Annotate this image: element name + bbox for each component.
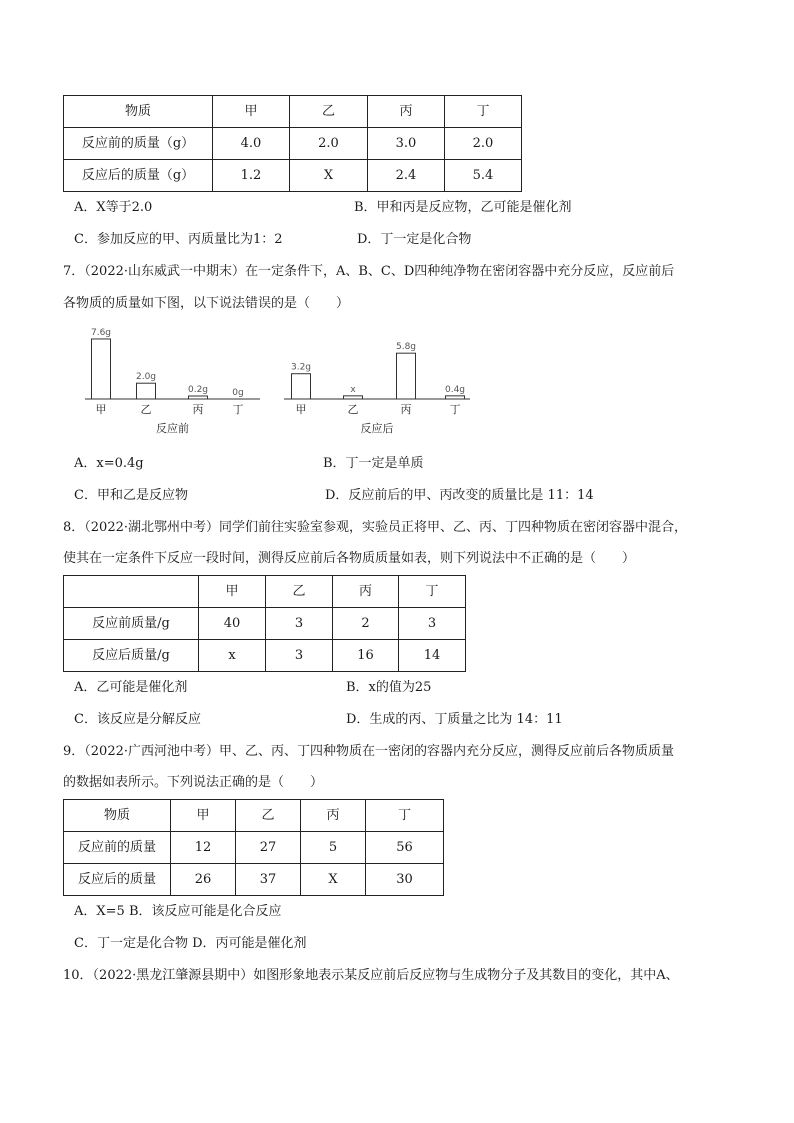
table-cell: x [199, 640, 266, 672]
table-cell: 甲 [199, 576, 266, 608]
q7-stem-line1: 7．（2022·山东威武一中期末）在一定条件下，A、B、C、D四种纯净物在密闭容器中充分反应，反应前后 [63, 264, 675, 279]
table-header-row [64, 96, 522, 128]
q7-option-a: A．x=0.4g [74, 456, 144, 471]
table-header-row [64, 800, 444, 832]
q8-option-b: B．x的值为25 [346, 680, 432, 695]
table-cell: 2.4 [368, 160, 445, 192]
q8-stem-line1: 8．（2022·湖北鄂州中考）同学们前往实验室参观，实验员正将甲、乙、丙、丁四种物质在密闭容器中混合， [63, 520, 687, 535]
q9-options-cd: C．丁一定是化合物 D．丙可能是催化剂 [74, 936, 307, 951]
table-cell: 乙 [236, 800, 301, 832]
q6-option-b: B．甲和丙是反应物，乙可能是催化剂 [354, 200, 572, 215]
data-label: 3.2g [290, 362, 312, 373]
table-cell: 1.2 [213, 160, 290, 192]
table-row [64, 640, 466, 672]
table-cell: 5 [301, 832, 366, 864]
table-cell: 56 [366, 832, 444, 864]
chart-before [85, 328, 260, 435]
table-cell: 反应后的质量（g） [64, 160, 213, 192]
table-cell: 5.4 [445, 160, 522, 192]
table-cell: 27 [236, 832, 301, 864]
table-cell: X [290, 160, 368, 192]
table-row [64, 832, 444, 864]
table-cell: 丁 [366, 800, 444, 832]
table-cell: 丙 [301, 800, 366, 832]
table-row [64, 864, 444, 896]
table-cell: 14 [399, 640, 466, 672]
q10-stem-line1: 10．（2022·黑龙江肇源县期中）如图形象地表示某反应前后反应物与生成物分子及其数目的变化，其中A、 [63, 968, 679, 983]
q6-option-a: A．X等于2.0 [74, 200, 153, 215]
bar [344, 396, 363, 399]
table-row [64, 160, 522, 192]
table-cell: 物质 [64, 96, 213, 128]
bar [292, 374, 311, 399]
table-cell: 4.0 [213, 128, 290, 160]
bar [397, 353, 416, 399]
table-cell: 丁 [399, 576, 466, 608]
table-cell: 37 [236, 864, 301, 896]
data-label: 7.6g [90, 327, 112, 338]
q8-stem-line2: 使其在一定条件下反应一段时间，测得反应前后各物质质量如表，则下列说法中不正确的是（ ） [63, 551, 636, 566]
table-cell: 甲 [171, 800, 236, 832]
table-cell: 丁 [445, 96, 522, 128]
data-label: 0.2g [187, 385, 209, 395]
data-label: 0.4g [444, 384, 466, 395]
data-label: x [350, 384, 356, 395]
bar [446, 396, 465, 399]
q8-option-a: A．乙可能是催化剂 [74, 680, 188, 695]
data-label: 2.0g [135, 372, 157, 383]
table-cell: 40 [199, 608, 266, 640]
chart-title: 反应后 [360, 422, 394, 435]
table-cell: 甲 [213, 96, 290, 128]
table-cell: 反应后质量/g [64, 640, 199, 672]
table-q9 [63, 799, 444, 896]
bar [137, 383, 156, 399]
table-cell: 反应前的质量（g） [64, 128, 213, 160]
chart-after [284, 342, 470, 435]
q7-option-b: B．丁一定是单质 [323, 456, 424, 471]
table-cell: 乙 [290, 96, 368, 128]
table-cell: 反应前质量/g [64, 608, 199, 640]
table-header-row [64, 576, 466, 608]
q9-options-ab: A．X=5 B．该反应可能是化合反应 [74, 904, 282, 919]
table-q6 [63, 95, 522, 192]
x-tick-label: 甲 [295, 403, 307, 416]
table-cell [64, 576, 199, 608]
table-cell: 2 [333, 608, 399, 640]
x-tick-label: 丙 [192, 403, 204, 416]
q8-option-c: C．该反应是分解反应 [74, 712, 201, 727]
x-tick-label: 丁 [449, 403, 461, 416]
table-cell: X [301, 864, 366, 896]
table-cell: 3 [266, 608, 333, 640]
q7-option-c: C．甲和乙是反应物 [74, 488, 188, 503]
table-cell: 3 [266, 640, 333, 672]
q6-option-d: D．丁一定是化合物 [357, 232, 472, 247]
table-row [64, 128, 522, 160]
table-cell: 30 [366, 864, 444, 896]
q6-option-c: C．参加反应的甲、丙质量比为1：2 [74, 232, 283, 247]
table-row [64, 608, 466, 640]
x-tick-label: 乙 [140, 403, 152, 416]
data-label: 5.8g [395, 342, 417, 353]
x-tick-label: 甲 [95, 403, 107, 416]
table-cell: 反应前的质量 [64, 832, 171, 864]
table-cell: 26 [171, 864, 236, 896]
q8-option-d: D．生成的丙、丁质量之比为 14：11 [346, 712, 563, 727]
table-q8 [63, 575, 466, 672]
table-cell: 3 [399, 608, 466, 640]
table-cell: 3.0 [368, 128, 445, 160]
table-cell: 乙 [266, 576, 333, 608]
table-cell: 2.0 [445, 128, 522, 160]
bar [92, 339, 111, 399]
bar [189, 396, 208, 399]
table-cell: 丙 [368, 96, 445, 128]
q9-stem-line1: 9．（2022·广西河池中考）甲、乙、丙、丁四种物质在一密闭的容器内充分反应，测得反应前后各物质质量 [63, 744, 674, 759]
x-tick-label: 丙 [400, 403, 412, 416]
table-cell: 12 [171, 832, 236, 864]
q7-bar-charts [0, 325, 794, 440]
table-cell: 丙 [333, 576, 399, 608]
table-cell: 16 [333, 640, 399, 672]
q9-stem-line2: 的数据如表所示。下列说法正确的是（ ） [63, 775, 324, 790]
q7-stem-line2: 各物质的质量如下图，以下说法错误的是（ ） [63, 296, 350, 311]
x-tick-label: 乙 [347, 403, 359, 416]
x-tick-label: 丁 [232, 403, 244, 416]
chart-title: 反应前 [156, 422, 189, 435]
table-cell: 2.0 [290, 128, 368, 160]
table-cell: 反应后的质量 [64, 864, 171, 896]
table-cell: 物质 [64, 800, 171, 832]
data-label: 0g [232, 388, 244, 398]
q7-option-d: D．反应前后的甲、丙改变的质量比是 11：14 [325, 488, 594, 503]
